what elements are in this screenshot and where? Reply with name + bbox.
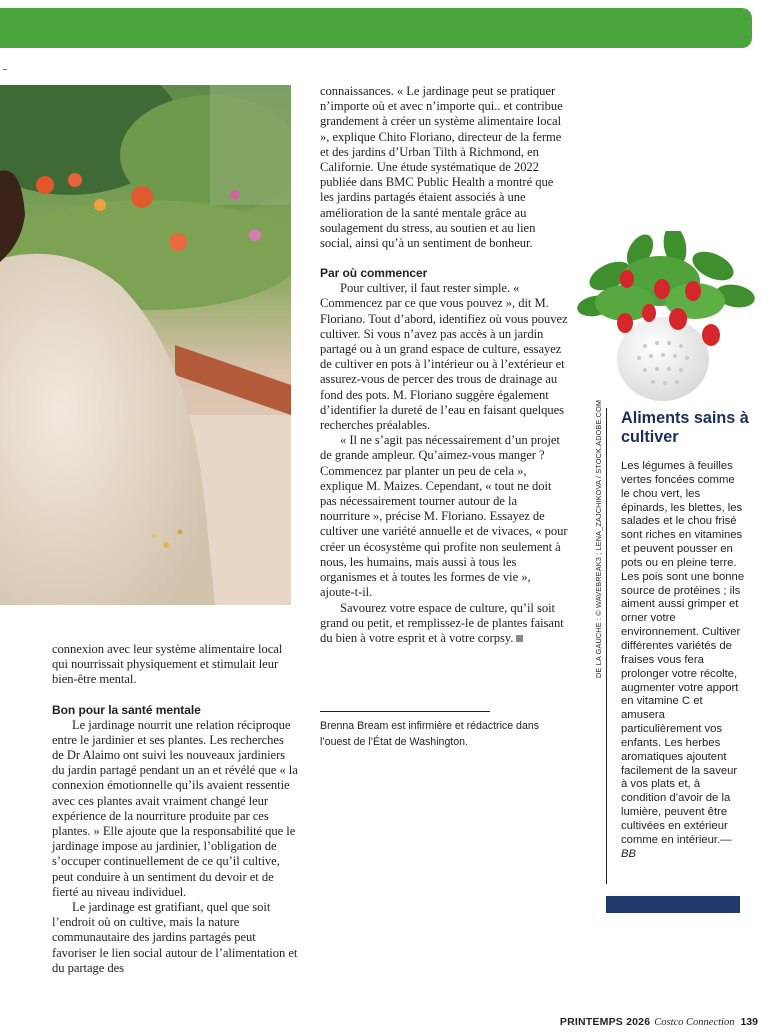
bio-divider: [320, 711, 490, 712]
mid-para-4-text: Savourez votre espace de culture, qu’il soit grand ou petit, et remplissez-le de plantes faisant du bien à votre esprit et à votre corpsy.: [320, 600, 564, 645]
footer-magazine: Costco Connection: [654, 1017, 735, 1028]
top-color-bar: [0, 8, 752, 48]
left-para-2: Le jardinage nourrit une relation réciproque entre le jardinier et ses plantes. Les recherches de Dr Alaimo ont suivi les nouveaux jardiniers du jardin partagé pendant un an et révélé que « la connexion émotionnelle qu’ils avaient ressentie avec ces plantes avait vraiment changé leur expérience de la nourriture produite par ces plantes. » Elle ajoute que la responsabilité que le jardinage impose au jardinier, l’obligation de s’occuper continuellement de ce qu’il cultive, peut conduire à un sentiment du devoir et de fierté au niveau individuel.: [52, 717, 298, 899]
sidebar-title: Aliments sains à cultiver: [621, 409, 749, 446]
author-bio: Brenna Bream est infirmière et rédactrice dans l’ouest de l’État de Washington.: [320, 720, 540, 748]
left-column: [52, 642, 298, 976]
mid-para-1: connaissances. « Le jardinage peut se pratiquer n’importe où et avec n’importe qui.. et contribue grandement à créer un système alimentaire local », explique Chito Floriano, directeur de la ferme et des jardins d’Urban Tilth à Richmond, en Californie. Une étude systématique de 2022 publiée dans BMC Public Health a montré que les jardins partagés étaient associés à une amélioration de la santé mentale grâce au soulagement du stress, au soutien et au lien social, ainsi qu’à un sentiment de bonheur.: [320, 84, 563, 251]
sidebar-body: [621, 460, 745, 861]
left-para-3: Le jardinage est gratifiant, quel que soit l’endroit où on cultive, mais la nature communautaire des jardins partagés peut favoriser le lien social autour de l’alimentation et du partage des: [52, 900, 298, 975]
sidebar-accent-bar: [606, 896, 740, 913]
mid-para-3: « Il ne s’agit pas nécessairement d’un projet de grande ampleur. Qu’aimez-vous manger ? Commencez par planter un peu de cela », explique M. Maizes. Cependant, « tout ne doit pas nécessairement tourner autour de la nourriture », précise M. Floriano. Essayez de cultiver une variété annuelle et de vivaces, « pour créer un écosystème qui profite non seulement à nous, les humains, mais aussi à tous les organismes et à toutes les formes de vie », ajoute-t-il.: [320, 433, 568, 600]
end-mark-icon: [516, 635, 523, 642]
mid-para-2: Pour cultiver, il faut rester simple. « Commencez par ce que vous pouvez », dit M. Floriano. Tout d’abord, identifiez où vous pouvez cultiver. Si vous n’avez pas accès à un jardin partagé ou à un grand espace de culture, essayez de cultiver en pots à l’intérieur ou à l’extérieur et assurez-vous de percer des trous de drainage au fond des pots. M. Floriano suggère également d’identifier la dureté de l’eau en faisant quelques recherches préalables.: [320, 281, 568, 433]
middle-column: [320, 84, 568, 646]
subhead-mental-health: Bon pour la santé mentale: [52, 702, 201, 717]
page-footer: [560, 1016, 758, 1028]
subhead-where-to-start: Par où commencer: [320, 266, 428, 281]
margin-dash: [3, 69, 7, 70]
page-number: 139: [740, 1016, 758, 1028]
strawberry-plant-image: [565, 231, 760, 405]
sidebar-signature: —BB: [621, 833, 732, 860]
left-para-1: connexion avec leur système alimentaire local qui nourrissait physiquement et stimulait leur bien-être mental.: [52, 642, 283, 687]
photo-credit: DE LA GAUCHE : © WAVEBREAK3 ; LENA_ZAJCHIKOVA / STOCK.ADOBE.COM: [594, 399, 603, 678]
sidebar-rule: [606, 408, 607, 884]
sidebar-text: Les légumes à feuilles vertes foncées comme le chou vert, les épinards, les blettes, les salades et le chou frisé sont riches en vitamines et peuvent pousser en pots ou en pleine terre. Les pois sont une bonne source de protéines ; ils aiment aussi grimper et orner votre environnement. Cultiver différentes variétés de fraises vous fera prolonger votre récolte, augmenter votre apport en vitamine C et amusera particulièrement vos enfants. Les herbes aromatiques ajoutent facilement de la saveur à vos plats et, à condition d’avoir de la lumière, peuvent être cultivées en extérieur comme en intérieur.: [621, 460, 745, 846]
garden-photo: [0, 85, 291, 605]
footer-season: PRINTEMPS 2026: [559, 1016, 651, 1028]
mid-para-4: [320, 601, 568, 647]
